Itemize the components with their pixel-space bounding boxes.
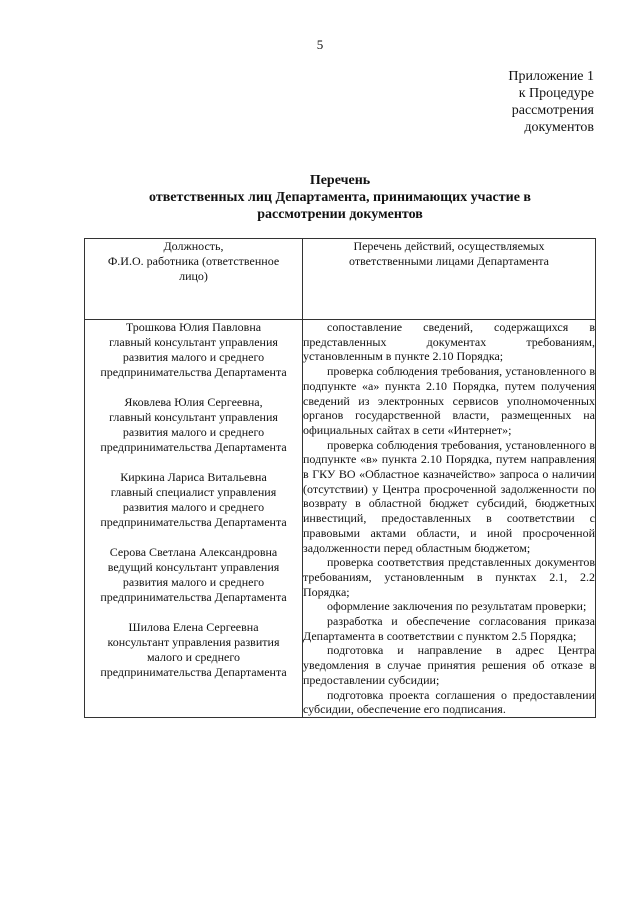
action-item: подготовка и направление в адрес Центра уведомления в случае принятия решения об отказе в предоставлении субсидии; [303,643,595,687]
officials-table [84,238,596,718]
header-actions [303,239,596,320]
title-line: Перечень [309,173,371,188]
person-name: Шилова Елена Сергеевна [128,620,259,634]
person-entry [85,395,302,455]
person-position-line: главный консультант управления [109,410,278,424]
person-entry [85,320,302,380]
person-name: Серова Светлана Александровна [109,545,278,559]
person-position-line: главный специалист управления [110,485,277,499]
action-item: сопоставление сведений, содержащихся в представленных документах требованиям, установленным в пункте 2.10 Порядка; [303,320,595,364]
person-entry [85,470,302,530]
person-position-line: малого и среднего [147,650,240,664]
appendix-line: к Процедуре [518,86,594,101]
person-position-line: предпринимательства Департамента [100,365,287,379]
responsible-persons-cell [85,320,303,718]
person-entry [85,620,302,680]
action-item: проверка соблюдения требования, установленного в подпункте «а» пункта 2.10 Порядка, путем получения сведений из электронных сервисов уполномоченных органов государственной власти, размещенных на официальных сайтах в сети «Интернет»; [303,364,595,437]
action-item: проверка соблюдения требования, установленного в подпункте «в» пункта 2.10 Порядка, путем направления в ГКУ ВО «Областное казначейство» запроса о наличии (отсутствии) у Центра просроченной задолженности по возврату в областной бюджет субсидий, бюджетных инвестиций, предоставленных в соответствии с правовыми актами области, и иной просроченной задолженности перед областным бюджетом; [303,437,595,555]
person-position-line: консультант управления развития [107,635,280,649]
person-position-line: развития малого и среднего [122,500,265,514]
title-line: ответственных лиц Департамента, принимающих участие в [149,190,531,205]
document-title [90,172,590,223]
header-position-name-text: Должность, Ф.И.О. работника (ответственное лицо) [107,239,280,283]
person-name: Яковлева Юлия Сергеевна, [124,395,263,409]
person-name: Киркина Лариса Витальевна [120,470,267,484]
action-item: подготовка проекта соглашения о предоставлении субсидии, обеспечение его подписания. [303,687,595,717]
person-position-line: развития малого и среднего [122,350,265,364]
table-row [85,320,596,718]
appendix-line: рассмотрения [511,103,594,118]
person-position-line: предпринимательства Департамента [100,440,287,454]
person-position-line: развития малого и среднего [122,425,265,439]
person-position-line: предпринимательства Департамента [100,665,287,679]
person-name: Трошкова Юлия Павловна [125,320,262,334]
table-header-row [85,239,596,320]
person-entry [85,545,302,605]
appendix-note [454,68,594,136]
action-item: разработка и обеспечение согласования приказа Департамента в соответствии с пунктом 2.5 Порядка; [303,614,595,643]
person-position-line: развития малого и среднего [122,575,265,589]
header-position-name [85,239,303,320]
header-actions-text: Перечень действий, осуществляемых ответственными лицами Департамента [348,239,549,268]
action-item: оформление заключения по результатам проверки; [327,599,587,614]
appendix-line: Приложение 1 [508,69,594,84]
title-line: рассмотрении документов [257,207,423,222]
person-position-line: предпринимательства Департамента [100,590,287,604]
page-number: 5 [316,37,324,52]
appendix-line: документов [524,120,594,135]
person-position-line: ведущий консультант управления [107,560,280,574]
person-position-line: предпринимательства Департамента [100,515,287,529]
action-item: проверка соответствия представленных документов требованиям, установленным в пунктах 2.1, 2.2 Порядка; [303,555,595,599]
person-position-line: главный консультант управления [109,335,278,349]
actions-list-cell [303,320,596,718]
